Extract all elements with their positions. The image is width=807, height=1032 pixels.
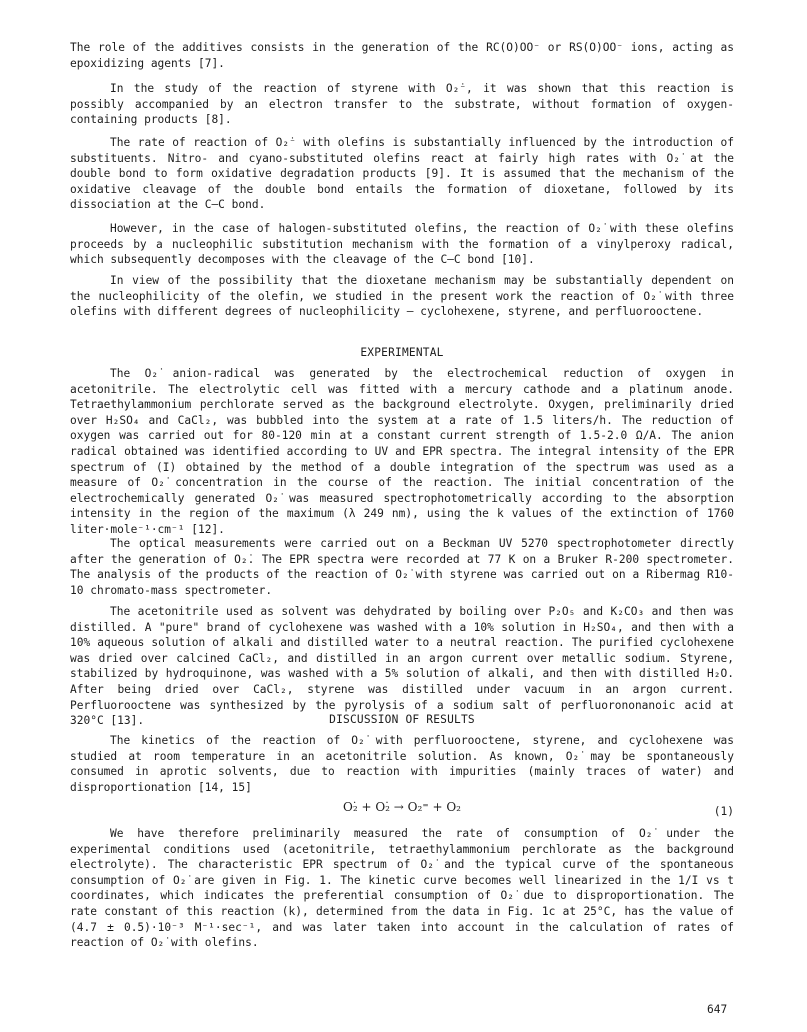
paragraph-kinetics: The kinetics of the reaction of O₂̇ with perfluorooctene, styrene, and cyclohexene was studied at room temperature in an acetonitrile solution. As known, O₂̇ may be spontaneously consumed in aprotic solvents, due to reaction with impurities (mainly traces of water) and disproportionation [14, 15] <box>70 734 734 794</box>
page-number: 647 <box>707 1003 728 1016</box>
paragraph-additives: The role of the additives consists in the generation of the RC(O)OO⁻ or RS(O)OO⁻ ions, acting as epoxidizing agents [7]. <box>70 41 734 70</box>
equation-body: O₂̇ + O₂̇ → O₂⁼ + O₂ <box>343 800 461 814</box>
paragraph-substituents: The rate of reaction of O₂̇⁻ with olefins is substantially influenced by the introduction of substituents. Nitro- and cyano-substituted olefins react at fairly high rates with O₂̇ at the double bond to form oxidative degradation products [9]. It is assumed that the mechanism of the oxidative cleavage of the double bond entails the formation of dioxetane, followed by its dissociation at the C–C bond. <box>70 136 734 212</box>
paragraph-generation: The O₂̇ anion-radical was generated by the electrochemical reduction of oxygen in acetonitrile. The electrolytic cell was fitted with a mercury cathode and a platinum anode. Tetraethylammonium perchlorate served as the background electrolyte. Oxygen, preliminarily dried over H₂SO₄ and CaCl₂, was bubbled into the system at a rate of 1.5 liters/h. The reduction of oxygen was carried out for 80-120 min at a constant current strength of 1.5-2.0 Ω/A. The anion radical obtained was identified according to UV and EPR spectra. The integral intensity of the EPR spectrum of (I) obtained by the method of a double integration of the spectrum was used as a measure of O₂̇ concentration in the course of the reaction. The initial concentration of the electrochemically generated O₂̇ was measured spectrophotometrically according to the absorption intensity in the region of the maximum (λ 249 nm), using the k values of the extinction of 1760 liter·mole⁻¹·cm⁻¹ [12]. <box>70 367 734 536</box>
heading-discussion: DISCUSSION OF RESULTS <box>329 713 475 726</box>
equation-number: (1) <box>713 805 734 818</box>
paragraph-halogen-olefins: However, in the case of halogen-substituted olefins, the reaction of O₂̇ with these olefins proceeds by a nucleophilic substitution mechanism with the formation of a vinylperoxy radical, which subsequently decomposes with the cleavage of the C–C bond [10]. <box>70 222 734 267</box>
equation-disproportionation <box>70 800 734 818</box>
heading-experimental: EXPERIMENTAL <box>360 346 444 359</box>
paragraph-styrene-study: In the study of the reaction of styrene with O₂̇⁻, it was shown that this reaction is possibly accompanied by an electron transfer to the substrate, without formation of oxygen-containing products [8]. <box>70 82 734 127</box>
paragraph-reagents: The acetonitrile used as solvent was dehydrated by boiling over P₂O₅ and K₂CO₃ and then was distilled. A "pure" brand of cyclohexene was washed with a 10% solution in H₂SO₄, and then with a 10% aqueous solution of alkali and distilled water to a neutral reaction. The purified cyclohexene was dried over calcined CaCl₂, and distilled in an argon current over metallic sodium. Styrene, stabilized by hydroquinone, was washed with a 5% solution of alkali, and then with distilled H₂O. After being dried over CaCl₂, styrene was distilled under vacuum in an argon current. Perfluorooctene was synthesized by the pyrolysis of a sodium salt of perfluorononanoic acid at 320°C [13]. <box>70 605 734 728</box>
paragraph-optical-measurements: The optical measurements were carried out on a Beckman UV 5270 spectrophotometer directly after the generation of O₂̇. The EPR spectra were recorded at 77 K on a Bruker R-200 spectrometer. The analysis of the products of the reaction of O₂̇ with styrene was carried out on a Ribermag R10-10 chromato-mass spectrometer. <box>70 537 734 597</box>
paragraph-consumption-rate: We have therefore preliminarily measured the rate of consumption of O₂̇ under the experimental conditions used (acetonitrile, tetraethylammonium perchlorate as the background electrolyte). The characteristic EPR spectrum of O₂̇ and the typical curve of the spontaneous consumption of O₂̇ are given in Fig. 1. The kinetic curve becomes well linearized in the 1/I vs t coordinates, which indicates the preferential consumption of O₂̇ due to disproportionation. The rate constant of this reaction (k), determined from the data in Fig. 1c at 25°C, has the value of (4.7 ± 0.5)·10⁻³ M⁻¹·sec⁻¹, and was later taken into account in the calculation of rates of reaction of O₂̇ with olefins. <box>70 827 734 950</box>
paragraph-present-work: In view of the possibility that the dioxetane mechanism may be substantially dependent on the nucleophilicity of the olefin, we studied in the present work the reaction of O₂̇ with three olefins with different degrees of nucleophilicity — cyclohexene, styrene, and perfluorooctene. <box>70 274 734 319</box>
